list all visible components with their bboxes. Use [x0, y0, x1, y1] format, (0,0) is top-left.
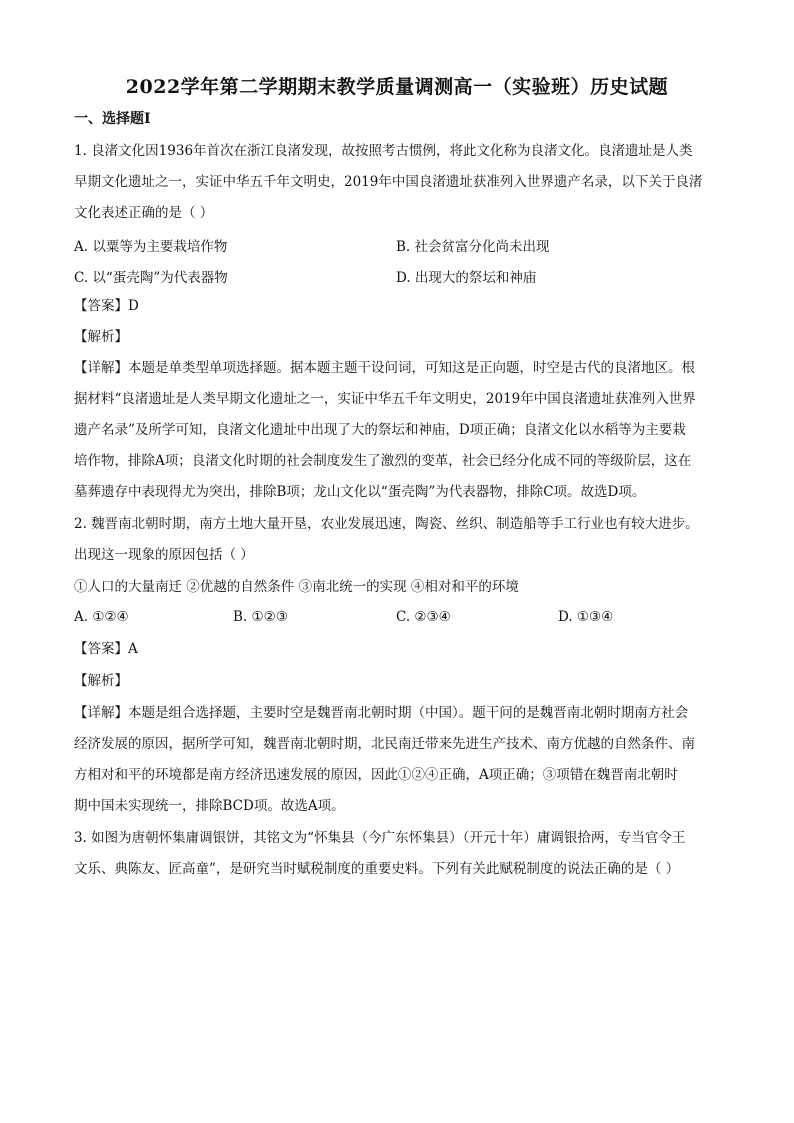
question-2-option-c: C. ②③④ — [396, 609, 451, 625]
question-3-line-1: 3. 如图为唐朝怀集庸调银饼，其铭文为“怀集县（今广东怀集县）（开元十年）庸调银拾两，专当官令王 — [74, 830, 686, 846]
question-1-option-b: B. 社会贫富分化尚未出现 — [396, 239, 550, 255]
question-1-detail-line-5: 墓葬遗存中表现得尤为突出，排除B项；龙山文化以“蛋壳陶”为代表器物，排除C项。故选D项。 — [74, 484, 646, 500]
question-1-detail-line-3: 遗产名录”及所学可知，良渚文化遗址中出现了大的祭坛和神庙，D项正确；良渚文化以水稻等为主要栽 — [74, 422, 686, 438]
question-1-answer: 【答案】D — [74, 298, 139, 314]
question-1-line-1: 1. 良渚文化因1936年首次在浙江良渚发现，故按照考古惯例，将此文化称为良渚文化。良渚遗址是人类 — [74, 143, 693, 159]
section-heading: 一、选择题Ⅰ — [74, 111, 151, 127]
question-1-option-a: A. 以粟等为主要栽培作物 — [74, 239, 228, 255]
question-1-line-2: 早期文化遗址之一，实证中华五千年文明史，2019年中国良渚遗址获准列入世界遗产名录，以下关于良渚 — [74, 174, 703, 190]
question-2-items: ①人口的大量南迁 ②优越的自然条件 ③南北统一的实现 ④相对和平的环境 — [74, 579, 519, 595]
question-2-option-a: A. ①②④ — [74, 609, 129, 625]
question-2-line-2: 出现这一现象的原因包括（ ） — [74, 547, 254, 563]
question-2-detail-line-1: 【详解】本题是组合选择题，主要时空是魏晋南北朝时期（中国）。题干问的是魏晋南北朝时期南方社会 — [74, 705, 689, 721]
question-2-detail-line-3: 方相对和平的环境都是南方经济迅速发展的原因，因此①②④正确，A项正确；③项错在魏晋南北朝时 — [74, 767, 678, 783]
question-1-option-c: C. 以“蛋壳陶”为代表器物 — [74, 270, 228, 286]
question-1-line-3: 文化表述正确的是（ ） — [74, 205, 214, 221]
question-2-option-d: D. ①③④ — [558, 609, 614, 625]
question-1-detail-line-1: 【详解】本题是单类型单项选择题。据本题主题干设问词，可知这是正向题，时空是古代的良渚地区。根 — [74, 360, 695, 376]
question-1-detail-line-4: 培作物，排除A项；良渚文化时期的社会制度发生了激烈的变革，社会已经分化成不同的等级阶层，这在 — [74, 453, 692, 469]
question-2-detail-line-2: 经济发展的原因，据所学可知，魏晋南北朝时期，北民南迁带来先进生产技术、南方优越的自然条件、南 — [74, 736, 695, 752]
question-2-line-1: 2. 魏晋南北朝时期，南方土地大量开垦，农业发展迅速，陶瓷、丝织、制造船等手工行业也有较大进步。 — [74, 516, 699, 532]
question-1-option-d: D. 出现大的祭坛和神庙 — [396, 270, 537, 286]
question-2-detail-line-4: 期中国未实现统一，排除BCD项。故选A项。 — [74, 798, 345, 814]
page-title: 2022学年第二学期期末教学质量调测高一（实验班）历史试题 — [125, 76, 669, 98]
question-1-detail-line-2: 据材料“良渚遗址是人类早期文化遗址之一，实证中华五千年文明史，2019年中国良渚遗址获准列入世界 — [74, 391, 696, 407]
question-1-analysis-label: 【解析】 — [74, 329, 128, 345]
question-2-answer: 【答案】A — [74, 641, 138, 657]
question-2-analysis-label: 【解析】 — [74, 673, 128, 689]
question-2-option-b: B. ①②③ — [233, 609, 288, 625]
question-3-line-2: 文乐、典陈友、匠高童”，是研究当时赋税制度的重要史料。下列有关此赋税制度的说法正确的是（ ） — [74, 861, 680, 877]
